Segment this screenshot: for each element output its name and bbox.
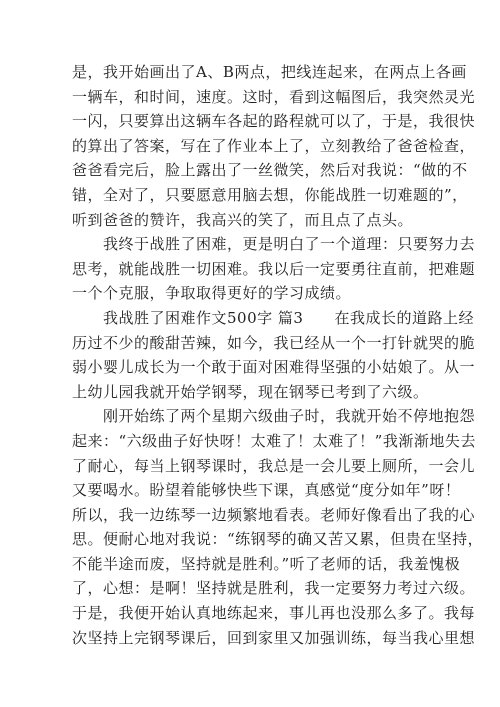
text-line: 弱小婴儿成长为一个敢于面对困难得坚强的小姑娘了。从一 xyxy=(72,358,476,377)
text-line: 一辆车，和时间，速度。这时，看到这幅图后，我突然灵光 xyxy=(72,87,476,106)
text-line: 所以，我一边练琴一边频繁地看表。老师好像看出了我的心 xyxy=(72,505,476,524)
text-line: 错，全对了，只要愿意用脑去想，你能战胜一切难题的”， xyxy=(72,185,468,204)
text-line: 听到爸爸的赞许，我高兴的笑了，而且点了点头。 xyxy=(72,210,414,229)
text-line: 一个个克服，争取取得更好的学习成绩。 xyxy=(72,284,352,303)
text-line: 思。便耐心地对我说：“练钢琴的确又苦又累，但贵在坚持， xyxy=(72,530,484,549)
text-line: 刚开始练了两个星期六级曲子时，我就开始不停地抱怨 xyxy=(72,407,476,426)
text-line: 的算出了答案，写在了作业本上了，立刻教给了爸爸检查， xyxy=(72,136,476,155)
text-line: 起来：“六级曲子好快呀！太难了！太难了！”我渐渐地失去 xyxy=(72,431,476,450)
text-line: 又要喝水。盼望着能够快些下课，真感觉“度分如年”呀！ xyxy=(72,481,461,500)
text-line: 次坚持上完钢琴课后，回到家里又加强训练，每当我心里想 xyxy=(72,628,476,647)
text-line: 是，我开始画出了A、B两点，把线连起来，在两点上各画 xyxy=(72,63,467,81)
text-line: 历过不少的酸甜苦辣，如今，我已经从一个一打针就哭的脆 xyxy=(72,333,476,352)
text-line: 爸爸看完后，脸上露出了一丝微笑，然后对我说：“做的不 xyxy=(72,161,468,180)
text-line: 了耐心，每当上钢琴课时，我总是一会儿要上厕所，一会儿 xyxy=(72,456,476,475)
text-line: 思考，就能战胜一切困难。我以后一定要勇往直前，把难题 xyxy=(72,259,476,278)
text-line: 我战胜了困难作文500字 篇3 在我成长的道路上经 xyxy=(72,308,474,327)
text-line: 了，心想：是啊！坚持就是胜利，我一定要努力考过六级。 xyxy=(72,579,476,598)
text-line: 一闪，只要算出这辆车各起的路程就可以了，于是，我很快 xyxy=(72,112,476,131)
text-line: 于是，我便开始认真地练起来，事儿再也没那么多了。我每 xyxy=(72,604,476,623)
document-body xyxy=(72,60,484,650)
text-line: 上幼儿园我就开始学钢琴，现在钢琴已考到了六级。 xyxy=(72,382,429,401)
text-line: 不能半途而废，坚持就是胜利。”听了老师的话，我羞愧极 xyxy=(72,554,461,573)
text-line: 我终于战胜了困难，更是明白了一个道理：只要努力去 xyxy=(72,235,476,254)
